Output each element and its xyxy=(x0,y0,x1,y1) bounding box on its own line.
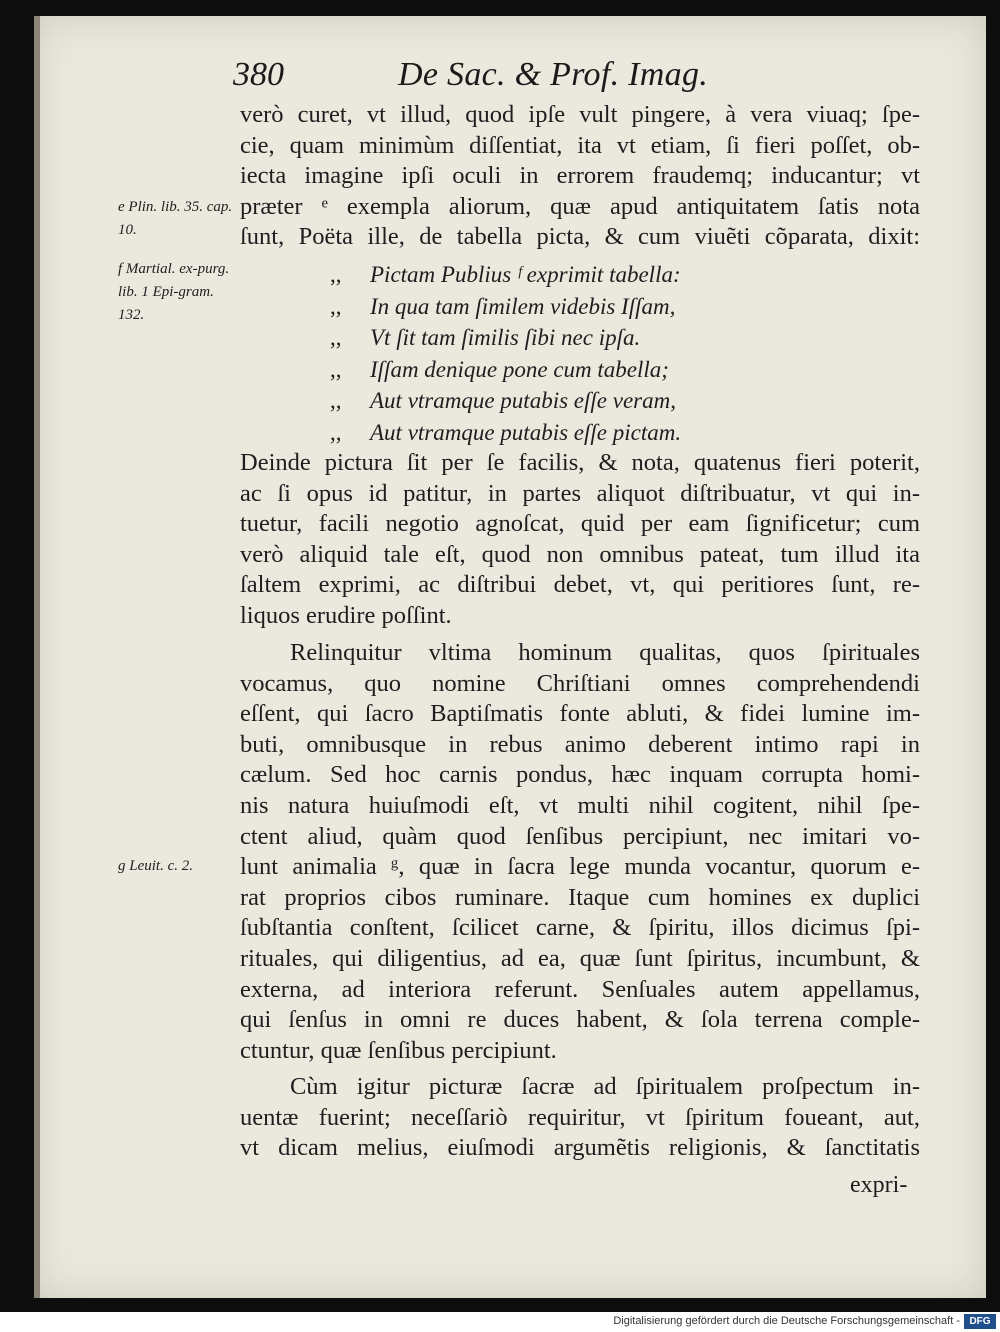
text-line: Deinde pictura ſit per ſe facilis, & nota, quatenus fieri poterit, xyxy=(240,449,920,476)
margin-note-leviticus: g Leuit. c. 2. xyxy=(118,858,193,874)
text-line: lunt animalia ᵍ, quæ in ſacra lege munda vocantur, quorum e- xyxy=(240,853,920,881)
digitization-footer xyxy=(0,1312,1000,1332)
verse-text: In qua tam ſimilem videbis Iſſam, xyxy=(370,293,676,319)
text-line: vocamus, quo nomine Chriſtiani omnes comprehendendi xyxy=(240,669,920,697)
text-line: ſubſtantia conſtent, ſcilicet carne, & ſpiritu, illos dicimus ſpi- xyxy=(240,914,920,942)
text-line: ctent aliud, quàm quod ſenſibus percipiunt, nec imitari vo- xyxy=(240,822,920,850)
margin-note-martial: f Martial. ex-purg. lib. 1 Epi-gram. 132. xyxy=(118,261,230,323)
text-line: externa, ad interiora referunt. Senſuales autem appellamus, xyxy=(240,975,920,1003)
page-header xyxy=(0,56,1000,106)
text-line: ctuntur, quæ ſenſibus percipiunt. xyxy=(240,1036,557,1064)
text-line: verò aliquid tale eſt, quod non omnibus pateat, tum illud ita xyxy=(240,540,920,568)
verse-text: Iſſam denique pone cum tabella; xyxy=(370,356,669,382)
verse-text: Vt ſit tam ſimilis ſibi nec ipſa. xyxy=(370,325,641,350)
text-line: cælum. Sed hoc carnis pondus, hæc inquam corrupta homi- xyxy=(240,761,920,789)
verse-line xyxy=(330,355,810,385)
text-line: ſaltem exprimi, ac diſtribui debet, vt, qui peritiores ſunt, re- xyxy=(240,571,920,599)
verse-quote-mark: ,, xyxy=(330,419,342,445)
page-number: 380 xyxy=(233,56,284,93)
text-line: rituales, qui diligentius, ad ea, quæ ſunt ſpiritus, incumbunt, & xyxy=(240,945,920,972)
text-line: Relinquitur vltima hominum qualitas, quos ſpirituales xyxy=(290,639,920,666)
text-line: rat proprios cibos ruminare. Itaque cum homines ex duplici xyxy=(240,883,920,911)
dfg-logo: DFG xyxy=(964,1314,996,1329)
verse-quote-mark: ,, xyxy=(330,293,342,319)
text-line: tuetur, facili negotio agnoſcat, quid per eam ſignificetur; cum xyxy=(240,510,920,538)
verse-text: Pictam Publius ᶠ exprimit tabella: xyxy=(370,262,681,287)
text-line: præter ᵉ exempla aliorum, quæ apud antiquitatem ſatis nota xyxy=(240,192,920,220)
verse-line xyxy=(330,386,810,416)
text-line: nis natura huiuſmodi eſt, vt multi nihil cogitent, nihil ſpe- xyxy=(240,792,920,819)
text-line: vt dicam melius, eiuſmodi argumẽtis religionis, & ſanctitatis xyxy=(240,1134,920,1162)
text-line: liquos erudire poſſint. xyxy=(240,602,452,629)
verse-text: Aut vtramque putabis eſſe pictam. xyxy=(370,419,682,445)
text-line: Cùm igitur picturæ ſacræ ad ſpiritualem proſpectum in- xyxy=(290,1073,920,1100)
text-line: iecta imagine ipſi oculi in errorem fraudemq; inducantur; vt xyxy=(240,162,920,190)
page-gutter xyxy=(34,16,40,1298)
verse-line xyxy=(330,323,810,353)
verse-quote-mark: ,, xyxy=(330,262,342,287)
verse-quote-mark: ,, xyxy=(330,356,342,382)
running-head: De Sac. & Prof. Imag. xyxy=(398,56,709,93)
catchword: expri- xyxy=(850,1172,908,1198)
verse-line xyxy=(330,292,810,322)
verse-line xyxy=(330,260,810,290)
text-line: ſunt, Poëta ille, de tabella picta, & cum viuẽti cõparata, dixit: xyxy=(240,223,920,251)
funding-notice: Digitalisierung gefördert durch die Deutsche Forschungsgemeinschaft - xyxy=(613,1315,960,1327)
text-line: cie, quam minimùm diſſentiat, ita vt etiam, ſi fieri poſſet, ob- xyxy=(240,131,920,159)
margin-note-pliny: e Plin. lib. 35. cap. 10. xyxy=(118,199,233,238)
text-line: qui ſenſus in omni re duces habent, & ſola terrena comple- xyxy=(240,1006,920,1034)
text-line: uentæ fuerint; neceſſariò requiritur, vt ſpiritum foueant, aut, xyxy=(240,1103,920,1131)
verse-line xyxy=(330,418,810,448)
verse-text: Aut vtramque putabis eſſe veram, xyxy=(370,388,676,413)
text-line: verò curet, vt illud, quod ipſe vult pingere, à vera viuaq; ſpe- xyxy=(240,101,920,128)
verse-quote-mark: ,, xyxy=(330,388,342,413)
text-line: eſſent, qui ſacro Baptiſmatis fonte abluti, & fidei lumine im- xyxy=(240,700,920,728)
text-line: ac ſi opus id patitur, in partes aliquot diſtribuatur, vt qui in- xyxy=(240,479,920,507)
text-line: buti, omnibusque in rebus animo deberent intimo rapi in xyxy=(240,730,920,758)
verse-quote-mark: ,, xyxy=(330,325,342,350)
